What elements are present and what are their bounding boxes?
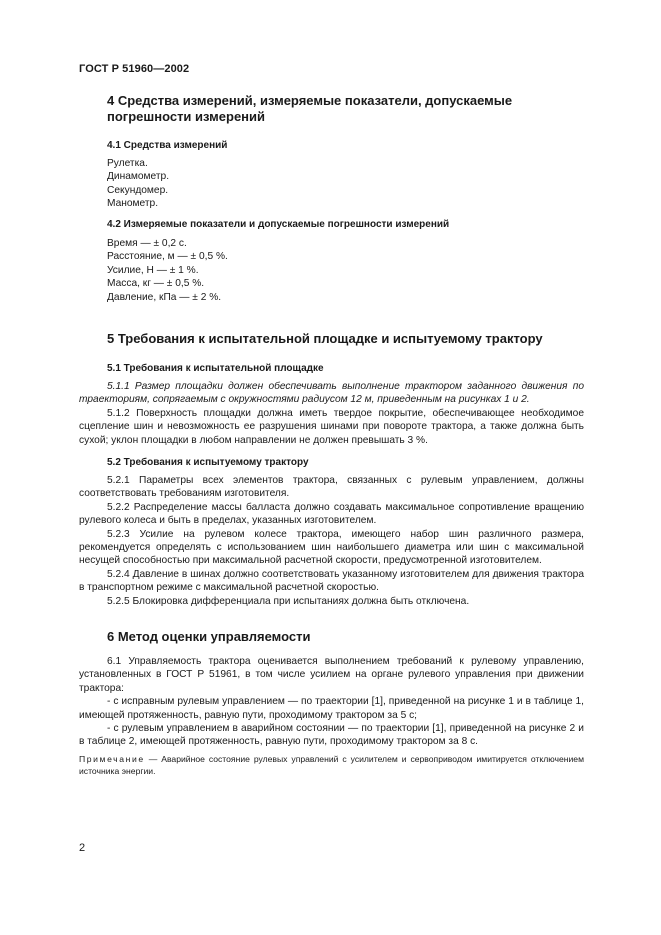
subsection-5-2-body — [79, 474, 584, 608]
note — [79, 753, 584, 777]
list-item: Секундомер. — [107, 184, 169, 196]
paragraph: 5.2.2 Распределение массы балласта должно создавать максимальное сопротивление вращению рулевого колеса и быть в пределах, указанных изготовителем. — [79, 501, 584, 527]
list-item: Рулетка. — [107, 158, 148, 169]
note-text: — Аварийное состояние рулевых управлений с усилителем и сервоприводом имитируется отключением источника энергии. — [79, 754, 584, 776]
list-item: Давление, кПа — ± 2 %. — [107, 291, 222, 303]
list-item: Манометр. — [107, 198, 159, 210]
section-6-body — [79, 655, 584, 749]
paragraph: 5.2.1 Параметры всех элементов трактора, связанных с рулевым управлением, должны соответствовать требованиям изготовителя. — [79, 475, 584, 500]
paragraph: 5.1.1 Размер площадки должен обеспечивать выполнение трактором заданного движения по траекториям, сопрягаемым с окружностями радиусом 12 м, приведенным на рисунках 1 и 2. — [79, 381, 584, 406]
section-4-heading: 4 Средства измерений, измеряемые показатели, допускаемые погрешности измерений — [107, 93, 513, 124]
page-number: 2 — [79, 842, 86, 854]
note-label: Примечание — [79, 754, 145, 764]
paragraph: - с рулевым управлением в аварийном состоянии — по траектории [1], приведенной на рисунке 2 и в таблице 2, имеющей протяженность, равную пути, проходимому трактором за 8 с. — [79, 723, 584, 748]
subsection-5-2-heading: 5.2 Требования к испытуемому трактору — [107, 457, 309, 468]
paragraph: 6.1 Управляемость трактора оценивается выполнением требований к рулевому управлению, установленных в ГОСТ Р 51961, в том числе усилием на органе рулевого управления при движении трактора: — [79, 656, 584, 694]
subsection-4-2-heading: 4.2 Измеряемые показатели и допускаемые погрешности измерений — [107, 219, 450, 230]
subsection-5-1-heading: 5.1 Требования к испытательной площадке — [107, 363, 324, 374]
paragraph: 5.2.3 Усилие на рулевом колесе трактора, имеющего набор шин различного размера, рекомендуется определять с использованием шин наибольшего диаметра или шин с максимальной несущей способностью при максимальной расчетной скорости, предусмотренной изготовителем. — [79, 528, 584, 567]
subsection-4-1-heading: 4.1 Средства измерений — [107, 140, 228, 151]
section-5-heading: 5 Требования к испытательной площадке и испытуемому трактору — [107, 331, 543, 346]
list-item: Масса, кг — ± 0,5 %. — [107, 278, 205, 290]
list-item: Расстояние, м — ± 0,5 %. — [107, 251, 228, 263]
document-header: ГОСТ Р 51960—2002 — [79, 63, 190, 75]
paragraph: 5.2.4 Давление в шинах должно соответствовать указанному изготовителем для движения трактора в транспортном режиме с максимальной расчетной скоростью. — [79, 568, 584, 594]
section-6-heading: 6 Метод оценки управляемости — [107, 629, 311, 644]
list-item: Динамометр. — [107, 171, 170, 183]
subsection-5-1-body — [79, 380, 584, 447]
list-item: Время — ± 0,2 с. — [107, 238, 187, 249]
measured-values-list — [107, 237, 228, 304]
paragraph: - с исправным рулевым управлением — по траектории [1], приведенной на рисунке 1 и в таблице 1, имеющей протяженность, равную пути, проходимому трактором за 5 с; — [79, 696, 584, 721]
paragraph: 5.1.2 Поверхность площадки должна иметь твердое покрытие, обеспечивающее необходимое сцепление шин и невозможность ее разрушения шинами при повороте трактора, а также должна быть сухой; уклон площадки в любом направлении не должен превышать 3 %. — [79, 407, 584, 446]
measurement-tools-list — [107, 157, 169, 211]
paragraph: 5.2.5 Блокировка дифференциала при испытаниях должна быть отключена. — [107, 595, 470, 607]
list-item: Усилие, Н — ± 1 %. — [107, 264, 199, 276]
